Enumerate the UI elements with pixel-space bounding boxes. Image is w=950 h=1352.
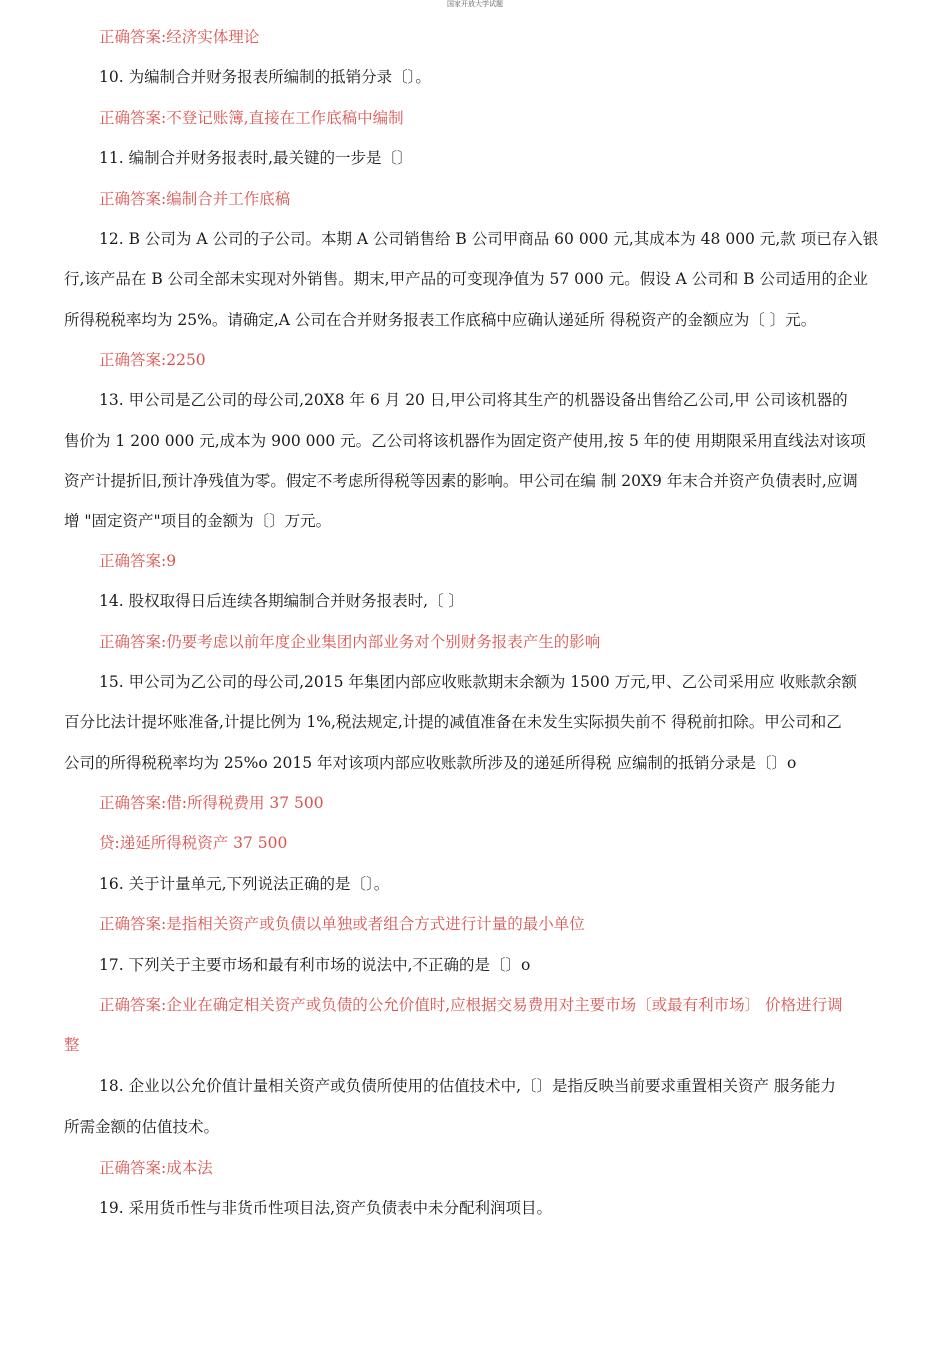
question-line: 10. 为编制合并财务报表所编制的抵销分录〔〕。 xyxy=(99,68,431,86)
answer-line: 正确答案:企业在确定相关资产或负债的公允价值时,应根据交易费用对主要市场〔或最有利市场〕 价格进行调 xyxy=(99,996,843,1014)
answer-line: 正确答案:仍要考虑以前年度企业集团内部业务对个别财务报表产生的影响 xyxy=(99,633,601,651)
question-line: 17. 下列关于主要市场和最有利市场的说法中,不正确的是〔〕o xyxy=(99,956,531,974)
answer-line: 正确答案:成本法 xyxy=(99,1159,213,1177)
question-line: 16. 关于计量单元,下列说法正确的是〔〕。 xyxy=(99,875,390,893)
answer-line: 正确答案:经济实体理论 xyxy=(99,28,260,46)
answer-line: 正确答案:是指相关资产或负债以单独或者组合方式进行计量的最小单位 xyxy=(99,915,585,933)
question-line: 增 "固定资产"项目的金额为〔〕万元。 xyxy=(64,512,332,530)
answer-line: 正确答案:9 xyxy=(99,552,177,570)
question-line: 资产计提折旧,预计净残值为零。假定不考虑所得税等因素的影响。甲公司在编 制 20X9 年末合并资产负债表时,应调 xyxy=(64,472,858,490)
question-line: 14. 股权取得日后连续各期编制合并财务报表时,〔 〕 xyxy=(99,592,464,610)
question-line: 售价为 1 200 000 元,成本为 900 000 元。乙公司将该机器作为固定资产使用,按 5 年的使 用期限采用直线法对该项 xyxy=(64,432,866,450)
answer-line: 正确答案:2250 xyxy=(99,351,206,369)
question-line: 百分比法计提坏账准备,计提比例为 1%,税法规定,计提的减值准备在未发生实际损失前不 得税前扣除。甲公司和乙 xyxy=(64,713,842,731)
question-line: 行,该产品在 B 公司全部未实现对外销售。期末,甲产品的可变现净值为 57 000 元。假设 A 公司和 B 公司适用的企业 xyxy=(64,270,868,288)
question-line: 15. 甲公司为乙公司的母公司,2015 年集团内部应收账款期末余额为 1500 万元,甲、乙公司采用应 收账款余额 xyxy=(99,673,858,691)
question-line: 12. B 公司为 A 公司的子公司。本期 A 公司销售给 B 公司甲商品 60 000 元,其成本为 48 000 元,款 项已存入银 xyxy=(99,230,879,248)
answer-line: 正确答案:编制合并工作底稿 xyxy=(99,190,291,208)
question-line: 所得税税率均为 25%。请确定,A 公司在合并财务报表工作底稿中应确认递延所 得税资产的金额应为〔 〕元。 xyxy=(64,311,817,329)
answer-line: 正确答案:借:所得税费用 37 500 xyxy=(99,794,324,812)
answer-line: 贷:递延所得税资产 37 500 xyxy=(99,834,288,852)
question-line: 11. 编制合并财务报表时,最关键的一步是〔〕 xyxy=(99,149,413,167)
question-line: 19. 采用货币性与非货币性项目法,资产负债表中未分配利润项目。 xyxy=(99,1199,553,1217)
question-line: 18. 企业以公允价值计量相关资产或负债所使用的估值技术中,〔〕是指反映当前要求重置相关资产 服务能力 xyxy=(99,1077,836,1095)
question-line: 公司的所得税税率均为 25%o 2015 年对该项内部应收账款所涉及的递延所得税 应编制的抵销分录是〔〕o xyxy=(64,754,797,772)
answer-line: 正确答案:不登记账簿,直接在工作底稿中编制 xyxy=(99,109,404,127)
page-header: 国家开放大学试题 xyxy=(447,0,503,8)
question-line: 13. 甲公司是乙公司的母公司,20X8 年 6 月 20 日,甲公司将其生产的机器设备出售给乙公司,甲 公司该机器的 xyxy=(99,391,848,409)
question-line: 所需金额的估值技术。 xyxy=(64,1118,220,1136)
answer-line: 整 xyxy=(64,1036,80,1054)
